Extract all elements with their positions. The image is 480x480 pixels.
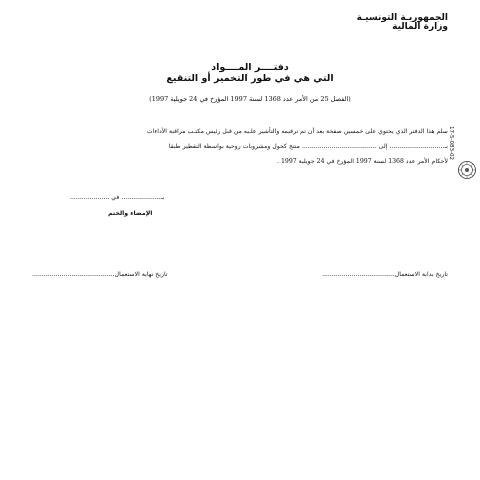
body-line-2: بـ............................ إلى ...................................... منتج كحول ومشروبات روحية بواسطة التقطير طبقا — [168, 143, 448, 150]
round-seal-icon — [457, 160, 477, 180]
form-code: 17-5-083-02 — [448, 126, 454, 160]
body-line-3: لأحكام الأمر عدد 1368 لسنة 1997 المؤرخ في 24 جويلية 1997 . — [277, 158, 448, 165]
body-line-1: سلم هذا الدفتر الذي يحتوي على خمسين صفحة بعد أن تم ترقيمه والتأشير علـيه من قبل رئيس مكتـب مراقبة الأداءات — [146, 128, 448, 135]
register-subtitle: التي هي في طور التخمير أو التنقيع — [166, 73, 334, 84]
signature-label: الإمضاء والختم — [108, 210, 153, 217]
legal-reference: (الفصل 25 من الأمر عدد 1368 لسنة 1997 المؤرخ في 24 جويلية 1997) — [149, 95, 351, 103]
end-date-field: تاريخ نهاية الاستعمال.......................................... — [32, 271, 168, 278]
ministry-header: وزارة المالية — [392, 22, 448, 32]
register-title: دفتــــر المــــواد — [211, 62, 289, 73]
signature-place-date: بـ.................... في .................... — [70, 194, 165, 201]
republic-header: الجمهوريـة التونسيـة — [356, 13, 448, 23]
start-date-field: تاريخ بداية الاستعمال..................................... — [322, 271, 448, 278]
